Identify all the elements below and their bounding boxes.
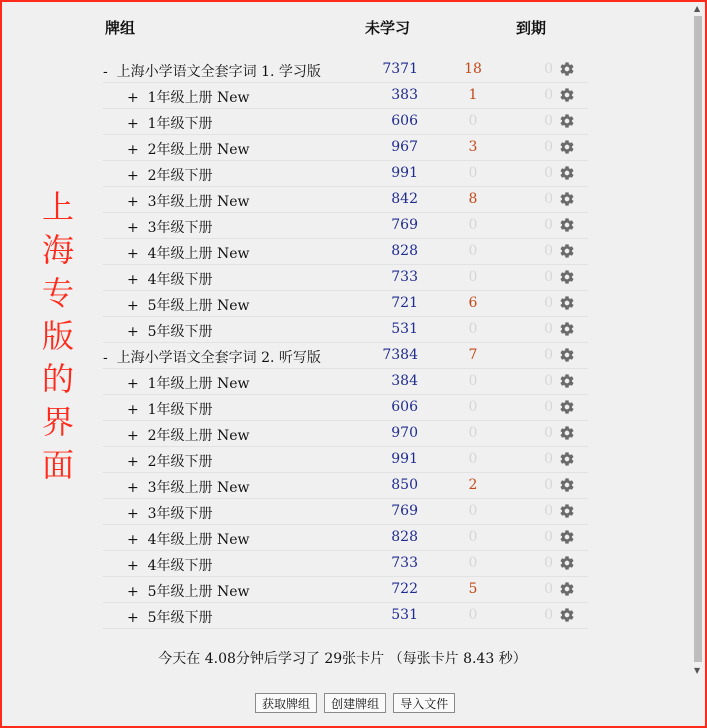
deck-name[interactable] bbox=[103, 61, 321, 81]
new-count: 828 bbox=[391, 243, 418, 259]
expand-toggle[interactable]: + bbox=[127, 480, 139, 496]
due-count: 0 bbox=[544, 295, 553, 311]
deck-name-label[interactable]: 4年级下册 bbox=[147, 558, 213, 574]
expand-toggle[interactable]: + bbox=[127, 116, 139, 132]
due-count: 0 bbox=[544, 555, 553, 571]
expand-toggle[interactable]: + bbox=[127, 168, 139, 184]
learning-count: 0 bbox=[468, 503, 478, 519]
deck-row bbox=[103, 317, 588, 343]
due-count: 0 bbox=[544, 61, 553, 77]
deck-name-label[interactable]: 1年级下册 bbox=[147, 116, 213, 132]
deck-row bbox=[103, 421, 588, 447]
deck-name-label[interactable]: 2年级上册 New bbox=[147, 142, 250, 158]
deck-name[interactable] bbox=[127, 529, 250, 549]
deck-name-label[interactable]: 4年级上册 New bbox=[147, 532, 250, 548]
deck-name-label[interactable]: 4年级下册 bbox=[147, 272, 213, 288]
annotation-char: 界 bbox=[41, 403, 74, 441]
deck-name[interactable] bbox=[127, 607, 213, 627]
gear-icon[interactable] bbox=[559, 529, 577, 547]
deck-row bbox=[103, 551, 588, 577]
learning-count: 0 bbox=[468, 529, 478, 545]
expand-toggle[interactable]: + bbox=[127, 142, 139, 158]
learning-count: 0 bbox=[468, 373, 478, 389]
due-count: 0 bbox=[544, 373, 553, 389]
learning-count: 0 bbox=[468, 113, 478, 129]
due-count: 0 bbox=[544, 243, 553, 259]
expand-toggle[interactable]: + bbox=[127, 272, 139, 288]
deck-name[interactable] bbox=[127, 139, 250, 159]
import-file-button[interactable]: 导入文件 bbox=[393, 693, 455, 713]
gear-icon[interactable] bbox=[559, 347, 577, 365]
new-count: 967 bbox=[391, 139, 418, 155]
gear-icon[interactable] bbox=[559, 503, 577, 521]
annotation-char: 专 bbox=[41, 274, 74, 312]
due-count: 0 bbox=[544, 113, 553, 129]
new-count: 991 bbox=[391, 165, 418, 181]
new-count: 606 bbox=[391, 399, 418, 415]
deck-name-label[interactable]: 3年级上册 New bbox=[147, 194, 250, 210]
due-count: 0 bbox=[544, 503, 553, 519]
collapse-toggle[interactable]: - bbox=[103, 350, 108, 366]
learning-count: 0 bbox=[468, 607, 478, 623]
gear-icon[interactable] bbox=[559, 451, 577, 469]
due-count: 0 bbox=[544, 477, 553, 493]
deck-row bbox=[103, 213, 588, 239]
deck-row bbox=[103, 161, 588, 187]
learning-count: 6 bbox=[468, 295, 478, 311]
annotation-char: 上 bbox=[41, 188, 74, 226]
annotation-char: 的 bbox=[41, 360, 74, 398]
deck-row bbox=[103, 265, 588, 291]
learning-count: 2 bbox=[468, 477, 478, 493]
deck-name[interactable] bbox=[103, 347, 321, 367]
scroll-down-icon[interactable]: ▼ bbox=[694, 666, 701, 675]
gear-icon[interactable] bbox=[559, 165, 577, 183]
due-count: 0 bbox=[544, 425, 553, 441]
due-count: 0 bbox=[544, 139, 553, 155]
gear-icon[interactable] bbox=[559, 477, 577, 495]
learning-count: 0 bbox=[468, 269, 478, 285]
deck-row bbox=[103, 109, 588, 135]
deck-name-label[interactable]: 5年级上册 New bbox=[147, 298, 250, 314]
deck-name-label[interactable]: 5年级下册 bbox=[147, 610, 213, 626]
deck-name[interactable] bbox=[127, 503, 213, 523]
deck-name[interactable] bbox=[127, 191, 250, 211]
expand-toggle[interactable]: + bbox=[127, 428, 139, 444]
expand-toggle[interactable]: + bbox=[127, 246, 139, 262]
new-count: 722 bbox=[391, 581, 418, 597]
new-count: 769 bbox=[391, 217, 418, 233]
expand-toggle[interactable]: + bbox=[127, 376, 139, 392]
header-due: 到期 bbox=[516, 19, 547, 37]
gear-icon[interactable] bbox=[559, 243, 577, 261]
annotation-label bbox=[38, 186, 78, 487]
deck-name[interactable] bbox=[127, 321, 213, 341]
study-summary: 今天在 4.08分钟后学习了 29张卡片 （每张卡片 8.43 秒） bbox=[158, 651, 527, 667]
deck-row bbox=[103, 291, 588, 317]
header-deck: 牌组 bbox=[105, 19, 136, 37]
deck-name[interactable] bbox=[127, 113, 213, 133]
deck-name-label[interactable]: 4年级上册 New bbox=[147, 246, 250, 262]
learning-count: 0 bbox=[468, 425, 478, 441]
expand-toggle[interactable]: + bbox=[127, 324, 139, 340]
learning-count: 0 bbox=[468, 555, 478, 571]
gear-icon[interactable] bbox=[559, 581, 577, 599]
learning-count: 0 bbox=[468, 321, 478, 337]
deck-name-label[interactable]: 1年级上册 New bbox=[147, 90, 250, 106]
deck-name[interactable] bbox=[127, 243, 250, 263]
deck-row bbox=[103, 83, 588, 109]
due-count: 0 bbox=[544, 321, 553, 337]
learning-count: 0 bbox=[468, 165, 478, 181]
deck-name[interactable] bbox=[127, 581, 250, 601]
deck-name-label[interactable]: 上海小学语文全套字词 1. 学习版 bbox=[116, 64, 321, 80]
expand-toggle[interactable]: + bbox=[127, 584, 139, 600]
annotation-char: 版 bbox=[41, 317, 74, 355]
learning-count: 8 bbox=[468, 191, 478, 207]
deck-name-label[interactable]: 5年级上册 New bbox=[147, 584, 250, 600]
deck-row bbox=[103, 239, 588, 265]
deck-row bbox=[103, 525, 588, 551]
gear-icon[interactable] bbox=[559, 217, 577, 235]
due-count: 0 bbox=[544, 217, 553, 233]
deck-row bbox=[103, 369, 588, 395]
header-new: 未学习 bbox=[365, 19, 411, 37]
expand-toggle[interactable]: + bbox=[127, 558, 139, 574]
expand-toggle[interactable]: + bbox=[127, 610, 139, 626]
learning-count: 0 bbox=[468, 451, 478, 467]
new-count: 769 bbox=[391, 503, 418, 519]
deck-name-label[interactable]: 1年级下册 bbox=[147, 402, 213, 418]
due-count: 0 bbox=[544, 269, 553, 285]
new-count: 606 bbox=[391, 113, 418, 129]
deck-row bbox=[103, 57, 588, 83]
deck-name[interactable] bbox=[127, 477, 250, 497]
due-count: 0 bbox=[544, 529, 553, 545]
due-count: 0 bbox=[544, 191, 553, 207]
deck-name-label[interactable]: 3年级下册 bbox=[147, 506, 213, 522]
learning-count: 0 bbox=[468, 217, 478, 233]
learning-count: 1 bbox=[468, 87, 478, 103]
new-count: 991 bbox=[391, 451, 418, 467]
due-count: 0 bbox=[544, 451, 553, 467]
due-count: 0 bbox=[544, 165, 553, 181]
deck-row bbox=[103, 343, 588, 369]
gear-icon[interactable] bbox=[559, 269, 577, 287]
deck-name-label[interactable]: 2年级上册 New bbox=[147, 428, 250, 444]
new-count: 733 bbox=[391, 269, 418, 285]
annotation-char: 海 bbox=[41, 231, 74, 269]
deck-name[interactable] bbox=[127, 555, 213, 575]
create-deck-button[interactable]: 创建牌组 bbox=[324, 693, 386, 713]
expand-toggle[interactable]: + bbox=[127, 220, 139, 236]
gear-icon[interactable] bbox=[559, 191, 577, 209]
deck-list bbox=[103, 57, 588, 629]
gear-icon[interactable] bbox=[559, 61, 577, 79]
new-count: 7371 bbox=[382, 61, 418, 77]
expand-toggle[interactable]: + bbox=[127, 298, 139, 314]
new-count: 531 bbox=[391, 607, 418, 623]
learning-count: 5 bbox=[468, 581, 478, 597]
expand-toggle[interactable]: + bbox=[127, 506, 139, 522]
deck-name[interactable] bbox=[127, 165, 213, 185]
deck-name-label[interactable]: 2年级下册 bbox=[147, 168, 213, 184]
new-count: 7384 bbox=[382, 347, 418, 363]
due-count: 0 bbox=[544, 87, 553, 103]
new-count: 384 bbox=[391, 373, 418, 389]
deck-name[interactable] bbox=[127, 425, 250, 445]
expand-toggle[interactable]: + bbox=[127, 194, 139, 210]
deck-row bbox=[103, 395, 588, 421]
deck-row bbox=[103, 447, 588, 473]
gear-icon[interactable] bbox=[559, 373, 577, 391]
learning-count: 3 bbox=[468, 139, 478, 155]
new-count: 721 bbox=[391, 295, 418, 311]
gear-icon[interactable] bbox=[559, 607, 577, 625]
gear-icon[interactable] bbox=[559, 425, 577, 443]
gear-icon[interactable] bbox=[559, 555, 577, 573]
new-count: 842 bbox=[391, 191, 418, 207]
new-count: 970 bbox=[391, 425, 418, 441]
learning-count: 18 bbox=[464, 61, 482, 77]
scrollbar-thumb[interactable] bbox=[694, 16, 702, 662]
deck-name-label[interactable]: 上海小学语文全套字词 2. 听写版 bbox=[116, 350, 321, 366]
deck-name-label[interactable]: 1年级上册 New bbox=[147, 376, 250, 392]
collapse-toggle[interactable]: - bbox=[103, 64, 108, 80]
new-count: 850 bbox=[391, 477, 418, 493]
deck-name[interactable] bbox=[127, 217, 213, 237]
gear-icon[interactable] bbox=[559, 295, 577, 313]
get-shared-decks-button[interactable]: 获取牌组 bbox=[255, 693, 317, 713]
gear-icon[interactable] bbox=[559, 399, 577, 417]
deck-name-label[interactable]: 3年级下册 bbox=[147, 220, 213, 236]
deck-row bbox=[103, 603, 588, 629]
annotation-char: 面 bbox=[41, 446, 74, 484]
expand-toggle[interactable]: + bbox=[127, 532, 139, 548]
deck-name[interactable] bbox=[127, 451, 213, 471]
expand-toggle[interactable]: + bbox=[127, 90, 139, 106]
new-count: 828 bbox=[391, 529, 418, 545]
deck-name[interactable] bbox=[127, 399, 213, 419]
deck-name[interactable] bbox=[127, 373, 250, 393]
scroll-up-icon[interactable]: ▲ bbox=[694, 4, 701, 13]
expand-toggle[interactable]: + bbox=[127, 402, 139, 418]
new-count: 383 bbox=[391, 87, 418, 103]
learning-count: 0 bbox=[468, 399, 478, 415]
due-count: 0 bbox=[544, 581, 553, 597]
deck-row bbox=[103, 499, 588, 525]
learning-count: 0 bbox=[468, 243, 478, 259]
due-count: 0 bbox=[544, 399, 553, 415]
deck-name[interactable] bbox=[127, 295, 250, 315]
deck-row bbox=[103, 135, 588, 161]
deck-name[interactable] bbox=[127, 269, 213, 289]
deck-row bbox=[103, 473, 588, 499]
gear-icon[interactable] bbox=[559, 87, 577, 105]
deck-name-label[interactable]: 2年级下册 bbox=[147, 454, 213, 470]
learning-count: 7 bbox=[468, 347, 478, 363]
expand-toggle[interactable]: + bbox=[127, 454, 139, 470]
gear-icon[interactable] bbox=[559, 321, 577, 339]
bottom-toolbar bbox=[255, 693, 457, 713]
deck-row bbox=[103, 577, 588, 603]
due-count: 0 bbox=[544, 607, 553, 623]
new-count: 531 bbox=[391, 321, 418, 337]
deck-name[interactable] bbox=[127, 87, 250, 107]
deck-name-label[interactable]: 3年级上册 New bbox=[147, 480, 250, 496]
gear-icon[interactable] bbox=[559, 139, 577, 157]
due-count: 0 bbox=[544, 347, 553, 363]
deck-row bbox=[103, 187, 588, 213]
gear-icon[interactable] bbox=[559, 113, 577, 131]
new-count: 733 bbox=[391, 555, 418, 571]
deck-name-label[interactable]: 5年级下册 bbox=[147, 324, 213, 340]
